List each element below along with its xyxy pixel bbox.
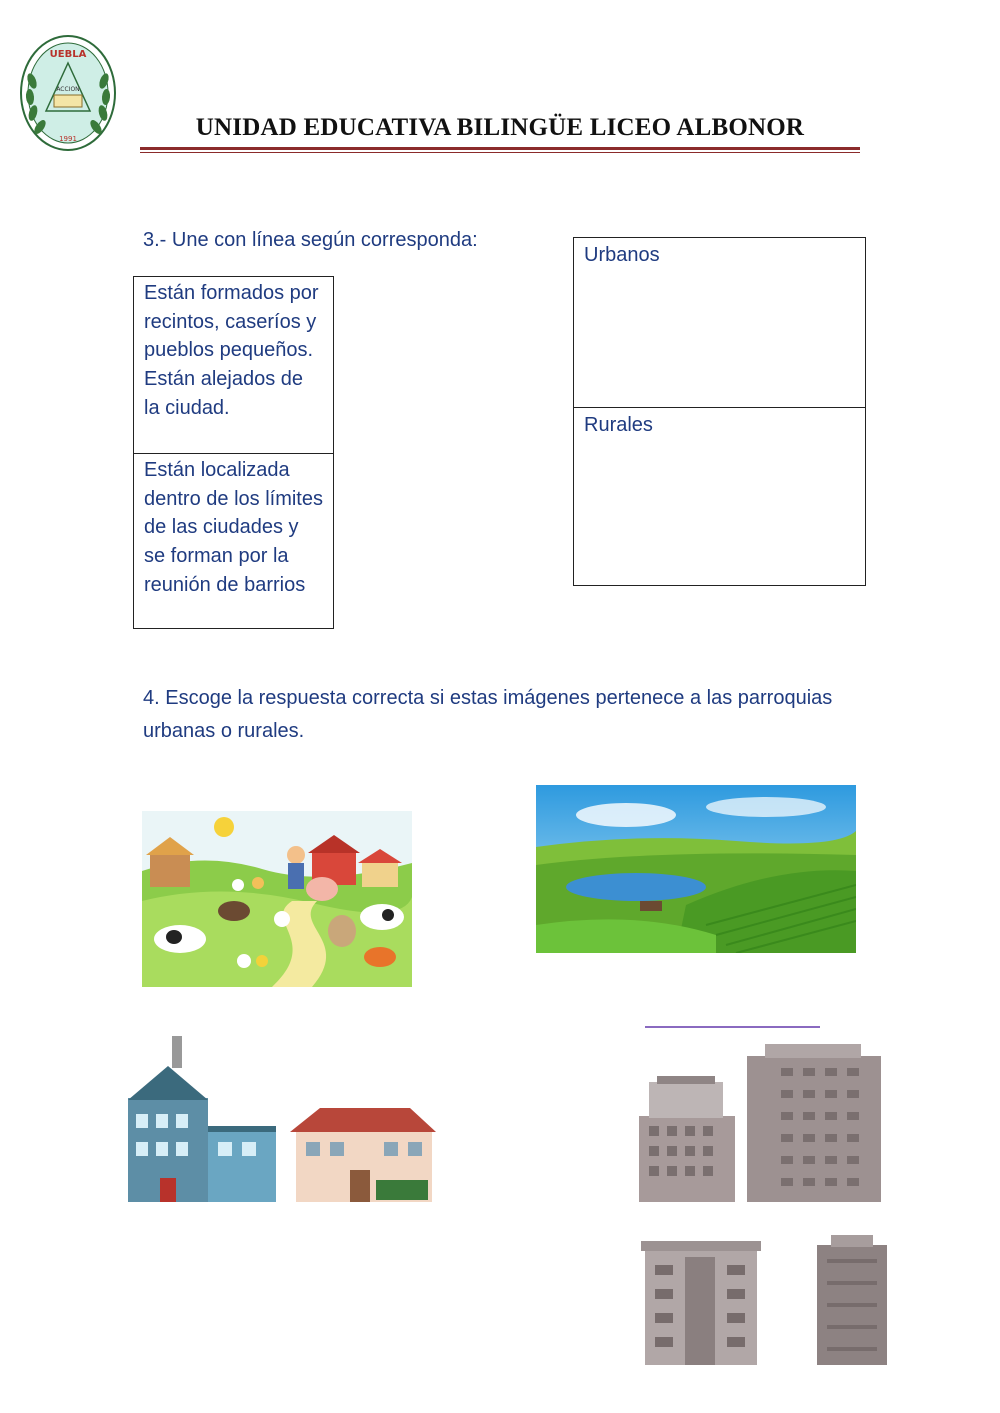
- answer-box-urbanos[interactable]: [573, 237, 866, 408]
- answer-label: Urbanos: [584, 244, 660, 266]
- school-title: UNIDAD EDUCATIVA BILINGÜE LICEO ALBONOR: [195, 114, 805, 141]
- answer-label: Rurales: [584, 414, 653, 436]
- city-office-buildings-image[interactable]: [605, 1225, 905, 1370]
- definition-text: Están localizada dentro de los límites de las ciudades y se forman por la reunión de barrios: [144, 459, 323, 596]
- town-houses-image[interactable]: [120, 1030, 440, 1210]
- city-towers-image[interactable]: [605, 1020, 905, 1210]
- question-3-prompt: 3.- Une con línea según corresponda:: [143, 229, 478, 251]
- question-4-prompt: 4. Escoge la respuesta correcta si estas imágenes pertenece a las parroquias urbanas o rurales.: [143, 687, 833, 742]
- definition-box-rural[interactable]: [133, 276, 334, 454]
- field-lake-image[interactable]: [536, 785, 856, 953]
- logo-top-text: UEBLA: [49, 49, 87, 60]
- answer-box-rurales[interactable]: [573, 407, 866, 586]
- school-logo: [18, 33, 118, 153]
- logo-year: 1991: [59, 135, 77, 143]
- definition-text: Están formados por recintos, caseríos y pueblos pequeños. Están alejados de la ciudad.: [144, 282, 319, 419]
- header-rule: [140, 147, 860, 150]
- definition-box-urban[interactable]: [133, 453, 334, 629]
- logo-center-text: ACCION: [56, 86, 80, 93]
- farm-image[interactable]: [142, 811, 412, 987]
- header-rule-thin: [140, 152, 860, 153]
